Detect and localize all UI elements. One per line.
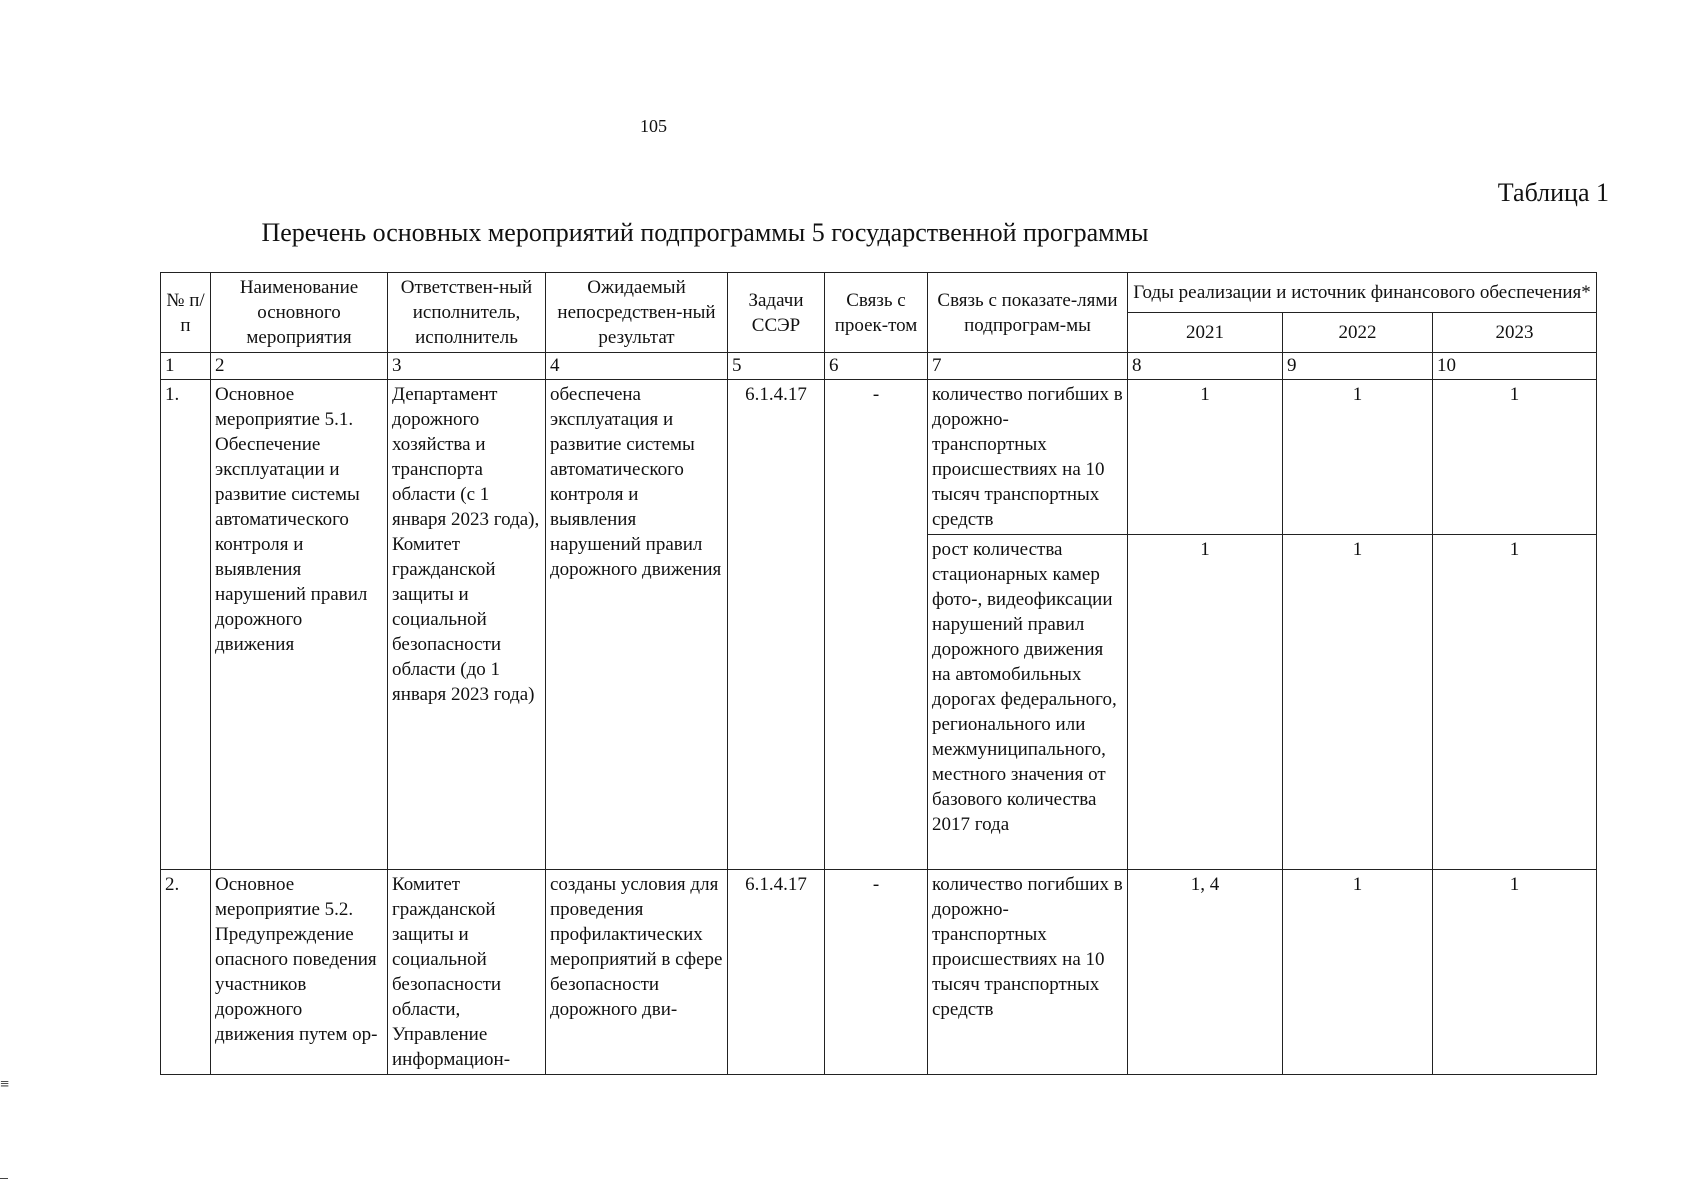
document-title: Перечень основных мероприятий подпрограммы 5 государственной программы — [261, 218, 1149, 247]
value-2021: 1, 4 — [1128, 870, 1283, 1075]
header-result: Ожидаемый непосредствен-ный результат — [546, 273, 728, 353]
row-number: 1. — [161, 380, 211, 870]
executor: Департамент дорожного хозяйства и транспорта области (с 1 января 2023 года), Комитет гражданской защиты и социальной безопасности области (до 1 января 2023 года) — [388, 380, 546, 870]
value-2023: 1 — [1433, 870, 1597, 1075]
col-number: 7 — [928, 353, 1128, 380]
binding-mark: ≡ — [0, 1076, 10, 1093]
project-link: - — [825, 870, 928, 1075]
col-number: 6 — [825, 353, 928, 380]
col-number: 4 — [546, 353, 728, 380]
value-2021: 1 — [1128, 535, 1283, 870]
activity-name: Основное мероприятие 5.1. Обеспечение эксплуатации и развитие системы автоматического контроля и выявления нарушений правил дорожного движения — [211, 380, 388, 870]
table-reference: Таблица 1 — [1497, 178, 1609, 207]
value-2023: 1 — [1433, 535, 1597, 870]
margin-tick — [0, 1178, 8, 1179]
activities-table — [160, 272, 1597, 1075]
project-link: - — [825, 380, 928, 870]
col-number: 1 — [161, 353, 211, 380]
value-2022: 1 — [1283, 870, 1433, 1075]
table-row — [161, 870, 1597, 1075]
col-number: 2 — [211, 353, 388, 380]
header-row — [161, 273, 1597, 313]
expected-result: созданы условия для проведения профилактических мероприятий в сфере безопасности дорожного дви- — [546, 870, 728, 1075]
activity-name: Основное мероприятие 5.2. Предупреждение опасного поведения участников дорожного движения путем ор- — [211, 870, 388, 1075]
header-project: Связь с проек-том — [825, 273, 928, 353]
col-number: 3 — [388, 353, 546, 380]
row-number: 2. — [161, 870, 211, 1075]
col-number: 8 — [1128, 353, 1283, 380]
header-year-2021: 2021 — [1128, 313, 1283, 353]
header-name: Наименование основного мероприятия — [211, 273, 388, 353]
value-2023: 1 — [1433, 380, 1597, 535]
value-2021: 1 — [1128, 380, 1283, 535]
header-num: № п/п — [161, 273, 211, 353]
indicator: количество погибших в дорожно-транспортных происшествиях на 10 тысяч транспортных средств — [928, 870, 1128, 1075]
expected-result: обеспечена эксплуатация и развитие системы автоматического контроля и выявления нарушений правил дорожного движения — [546, 380, 728, 870]
tasks-code: 6.1.4.17 — [728, 870, 825, 1075]
header-indicators: Связь с показате-лями подпрограм-мы — [928, 273, 1128, 353]
header-executor: Ответствен-ный исполнитель, исполнитель — [388, 273, 546, 353]
header-years: Годы реализации и источник финансового обеспечения* — [1128, 273, 1597, 313]
header-year-2022: 2022 — [1283, 313, 1433, 353]
tasks-code: 6.1.4.17 — [728, 380, 825, 870]
page-number: 105 — [640, 116, 667, 136]
value-2022: 1 — [1283, 380, 1433, 535]
value-2022: 1 — [1283, 535, 1433, 870]
header-year-2023: 2023 — [1433, 313, 1597, 353]
executor: Комитет гражданской защиты и социальной безопасности области, Управление информацион- — [388, 870, 546, 1075]
header-tasks: Задачи ССЭР — [728, 273, 825, 353]
indicator: рост количества стационарных камер фото-, видеофиксации нарушений правил дорожного движения на автомобильных дорогах федерального, регионального или межмуниципального, местного значения от базового количества 2017 года — [928, 535, 1128, 870]
indicator: количество погибших в дорожно-транспортных происшествиях на 10 тысяч транспортных средств — [928, 380, 1128, 535]
column-numbers-row — [161, 353, 1597, 380]
col-number: 5 — [728, 353, 825, 380]
col-number: 10 — [1433, 353, 1597, 380]
table-row — [161, 380, 1597, 535]
col-number: 9 — [1283, 353, 1433, 380]
